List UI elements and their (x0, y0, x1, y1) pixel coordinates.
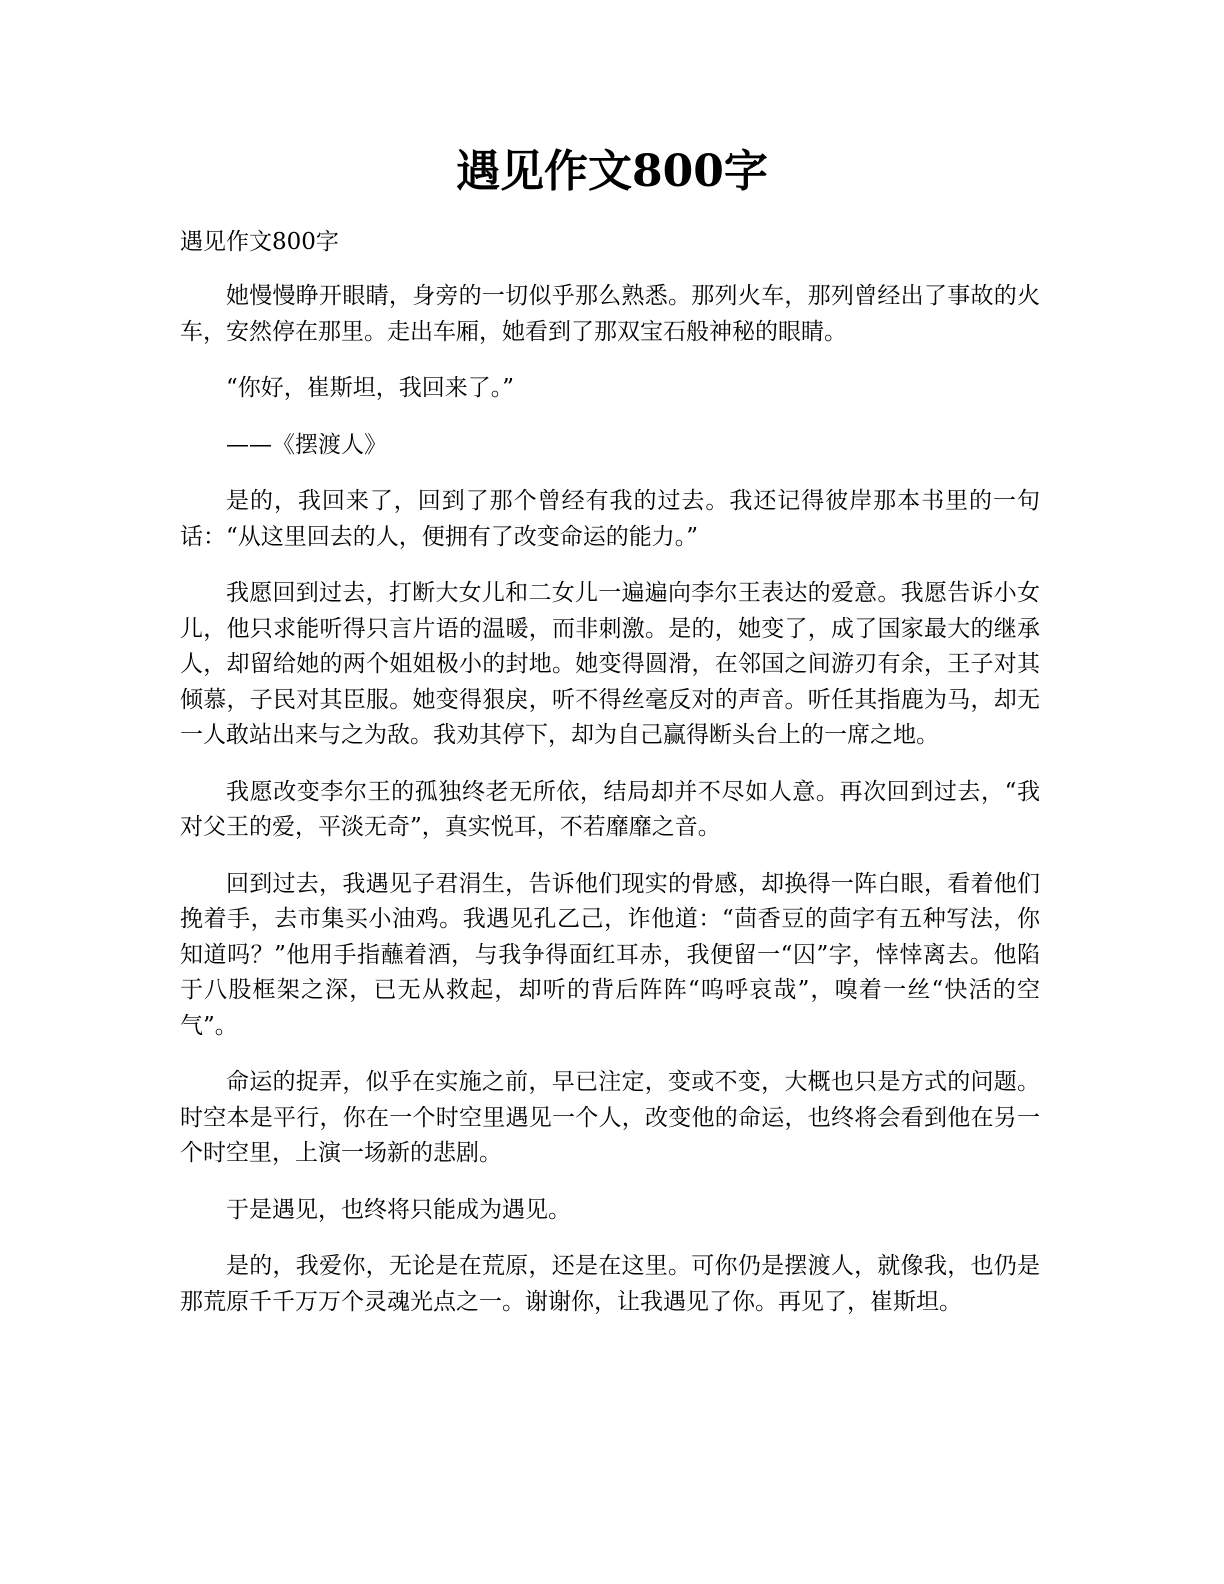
document-title: 遇见作文800字 (456, 146, 768, 197)
document-body (180, 224, 1040, 1341)
paragraph-opening: 她慢慢睁开眼睛，身旁的一切似乎那么熟悉。那列火车，那列曾经出了事故的火车，安然停在那里。走出车厢，她看到了那双宝石般神秘的眼睛。 (180, 283, 1040, 345)
paragraph-source: ——《摆渡人》 (226, 431, 387, 458)
paragraph-change-ending: 我愿改变李尔王的孤独终老无所依，结局却并不尽如人意。再次回到过去，“我对父王的爱，平淡无奇”，真实悦耳，不若靡靡之音。 (180, 778, 1040, 840)
paragraph-return: 是的，我回来了，回到了那个曾经有我的过去。我还记得彼岸那本书里的一句话：“从这里回去的人，便拥有了改变命运的能力。” (180, 488, 1040, 550)
paragraph-fate: 命运的捉弄，似乎在实施之前，早已注定，变或不变，大概也只是方式的问题。时空本是平行，你在一个时空里遇见一个人，改变他的命运，也终将会看到他在另一个时空里，上演一场新的悲剧。 (180, 1069, 1040, 1166)
paragraph-king-lear: 我愿回到过去，打断大女儿和二女儿一遍遍向李尔王表达的爱意。我愿告诉小女儿，他只求能听得只言片语的温暖，而非刺激。是的，她变了，成了国家最大的继承人，却留给她的两个姐姐极小的封地。她变得圆滑，在邻国之间游刃有余，王子对其倾慕，子民对其臣服。她变得狠戾，听不得丝毫反对的声音。听任其指鹿为马，却无一人敢站出来与之为敌。我劝其停下，却为自己赢得断头台上的一席之地。 (180, 580, 1040, 748)
document-subtitle: 遇见作文800字 (180, 229, 339, 255)
paragraph-encounters: 回到过去，我遇见子君涓生，告诉他们现实的骨感，却换得一阵白眼，看着他们挽着手，去市集买小油鸡。我遇见孔乙己，诈他道：“茴香豆的茴字有五种写法，你知道吗？”他用手指蘸着酒，与我争得面红耳赤，我便留一“囚”字，悻悻离去。他陷于八股框架之深，已无从救起，却听的背后阵阵“呜呼哀哉”，嗅着一丝“快活的空气”。 (180, 870, 1040, 1039)
paragraph-farewell: 是的，我爱你，无论是在荒原，还是在这里。可你仍是摆渡人，就像我，也仍是那荒原千千万万个灵魂光点之一。谢谢你，让我遇见了你。再见了，崔斯坦。 (180, 1253, 1040, 1315)
paragraph-encounter-only: 于是遇见，也终将只能成为遇见。 (226, 1196, 571, 1223)
paragraph-quote: “你好，崔斯坦，我回来了。” (226, 375, 515, 401)
